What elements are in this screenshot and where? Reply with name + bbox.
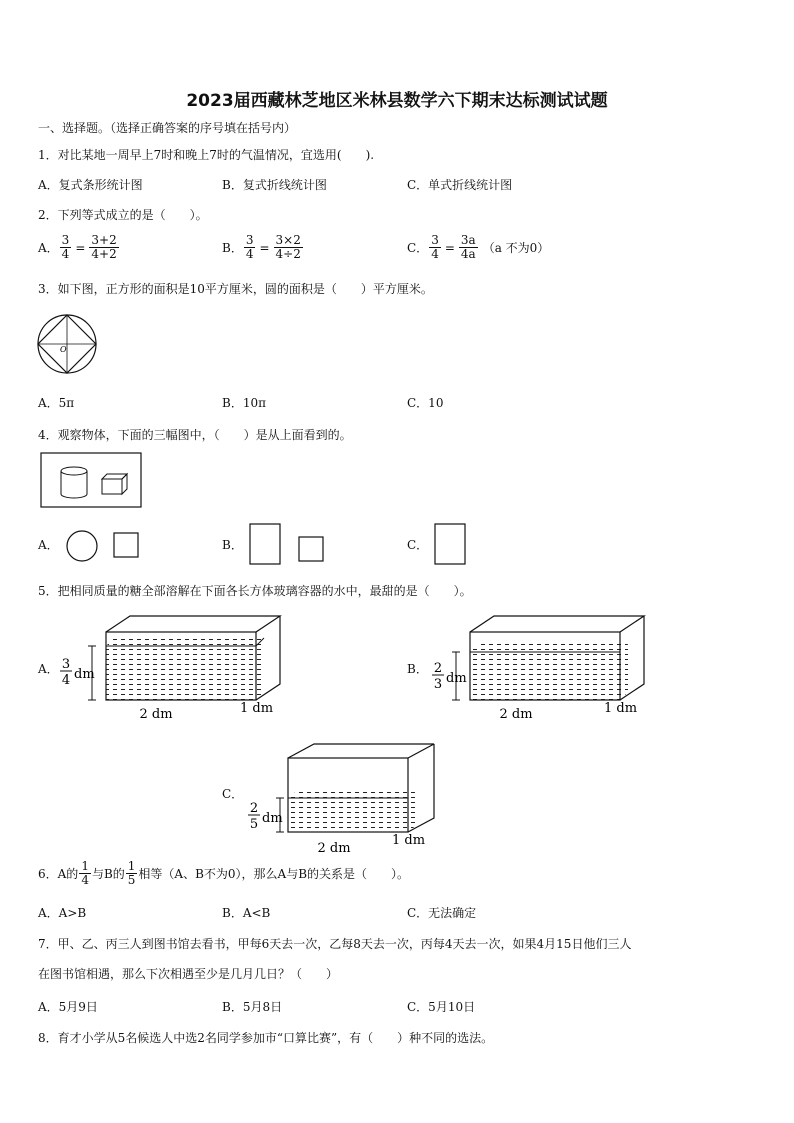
objects-figure xyxy=(40,452,142,508)
fraction: $\frac{3}{4}$ xyxy=(61,233,70,261)
q4-option-b-figure[interactable] xyxy=(248,522,328,566)
svg-text:1 dm: 1 dm xyxy=(240,701,274,716)
fraction: $\frac{1}{5}$ xyxy=(127,859,136,887)
svg-text:3: 3 xyxy=(433,677,443,692)
q4-option-c-figure[interactable] xyxy=(433,522,469,566)
q3-text: 3．如下图，正方形的面积是10平方厘米，圆的面积是（ ）平方厘米。 xyxy=(38,282,433,296)
q7-text-line2: 在图书馆相遇，那么下次相遇至少是几月几日？（ ） xyxy=(38,967,339,981)
q5-c-label: C． xyxy=(222,787,244,801)
q7-text-line1: 7．甲、乙、丙三人到图书馆去看书，甲每6天去一次，乙每8天去一次，丙每4天去一次，如果4月15日他们三人 xyxy=(38,937,632,951)
svg-text:dm: dm xyxy=(262,811,283,826)
q7-option-a[interactable]: A．5月9日 xyxy=(38,1000,98,1014)
fraction: $\frac{3+2}{4+2}$ xyxy=(91,233,117,261)
svg-text:dm: dm xyxy=(74,667,95,682)
svg-text:2 dm: 2 dm xyxy=(499,707,533,722)
q2-option-b[interactable] xyxy=(222,234,304,261)
q4-option-a-figure[interactable] xyxy=(64,530,144,562)
q7-option-b[interactable]: B．5月8日 xyxy=(222,1000,283,1014)
circle-square-figure xyxy=(36,312,98,376)
q3-option-a[interactable]: A．5π xyxy=(38,396,75,410)
q1-text: 1．对比某地一周早上7时和晚上7时的气温情况，宜选用( ). xyxy=(38,148,375,162)
page-title: 2023届西藏林芝地区米林县数学六下期末达标测试试题 xyxy=(186,91,608,111)
q4-c-label: C． xyxy=(407,538,429,552)
q1-option-b[interactable]: B．复式折线统计图 xyxy=(222,178,327,192)
fraction: $\frac{3}{4}$ xyxy=(431,233,439,261)
fraction: $\frac{3\times 2}{4\div 2}$ xyxy=(275,233,301,261)
q6-suffix: 相等（A、B不为0），那么A与B的关系是（ ）。 xyxy=(138,866,410,881)
q2-b-label: B． xyxy=(222,240,243,255)
svg-text:2 dm: 2 dm xyxy=(317,841,351,856)
q6-option-a[interactable]: A．A>B xyxy=(38,906,87,920)
center-label: O xyxy=(60,345,67,354)
fraction: $\frac{1}{4}$ xyxy=(81,859,89,887)
equals-sign: = xyxy=(444,240,455,255)
q2-option-c[interactable] xyxy=(407,234,549,261)
q1-option-c[interactable]: C．单式折线统计图 xyxy=(407,178,513,192)
equals-sign: = xyxy=(259,240,270,255)
q5-text: 5．把相同质量的糖全部溶解在下面各长方体玻璃容器的水中，最甜的是（ ）。 xyxy=(38,584,472,598)
q4-b-label: B． xyxy=(222,538,243,552)
q2-c-label: C． xyxy=(407,240,429,255)
svg-text:2: 2 xyxy=(249,801,259,816)
svg-text:1 dm: 1 dm xyxy=(392,833,426,848)
svg-text:5: 5 xyxy=(249,817,259,832)
q2-option-a[interactable] xyxy=(38,234,120,261)
svg-text:3: 3 xyxy=(61,657,71,672)
q2-a-label: A． xyxy=(38,240,59,255)
q7-option-c[interactable]: C．5月10日 xyxy=(407,1000,476,1014)
svg-text:2: 2 xyxy=(433,661,443,676)
q2-text: 2．下列等式成立的是（ ）。 xyxy=(38,208,208,222)
q5-a-label: A． xyxy=(38,662,59,676)
q3-option-b[interactable]: B．10π xyxy=(222,396,266,410)
q3-option-c[interactable]: C．10 xyxy=(407,396,444,410)
svg-text:4: 4 xyxy=(61,673,71,688)
q5-b-label: B． xyxy=(407,662,428,676)
q5-container-a[interactable] xyxy=(56,612,286,724)
fraction: $\frac{3}{4}$ xyxy=(245,233,254,261)
q2-c-note: （a 不为0） xyxy=(482,240,550,255)
section-heading: 一、选择题。（选择正确答案的序号填在括号内） xyxy=(38,121,297,135)
q6-prefix: 6．A的 xyxy=(38,866,79,881)
q6-option-c[interactable]: C．无法确定 xyxy=(407,906,477,920)
equals-sign: = xyxy=(75,240,86,255)
fraction: $\frac{3a}{4a}$ xyxy=(460,233,476,261)
q4-a-label: A． xyxy=(38,538,59,552)
q6-text xyxy=(38,860,409,887)
svg-text:dm: dm xyxy=(446,671,467,686)
svg-text:1 dm: 1 dm xyxy=(604,701,638,716)
q4-text: 4．观察物体，下面的三幅图中，（ ）是从上面看到的。 xyxy=(38,428,352,442)
q8-text: 8．育才小学从5名候选人中选2名同学参加市“口算比赛”，有（ ）种不同的选法。 xyxy=(38,1031,494,1045)
q6-option-b[interactable]: B．A<B xyxy=(222,906,271,920)
svg-text:2 dm: 2 dm xyxy=(139,707,173,722)
q1-option-a[interactable]: A．复式条形统计图 xyxy=(38,178,143,192)
q6-middle: 与B的 xyxy=(91,866,125,881)
q5-container-c[interactable] xyxy=(242,740,462,858)
q5-container-b[interactable] xyxy=(424,612,654,724)
